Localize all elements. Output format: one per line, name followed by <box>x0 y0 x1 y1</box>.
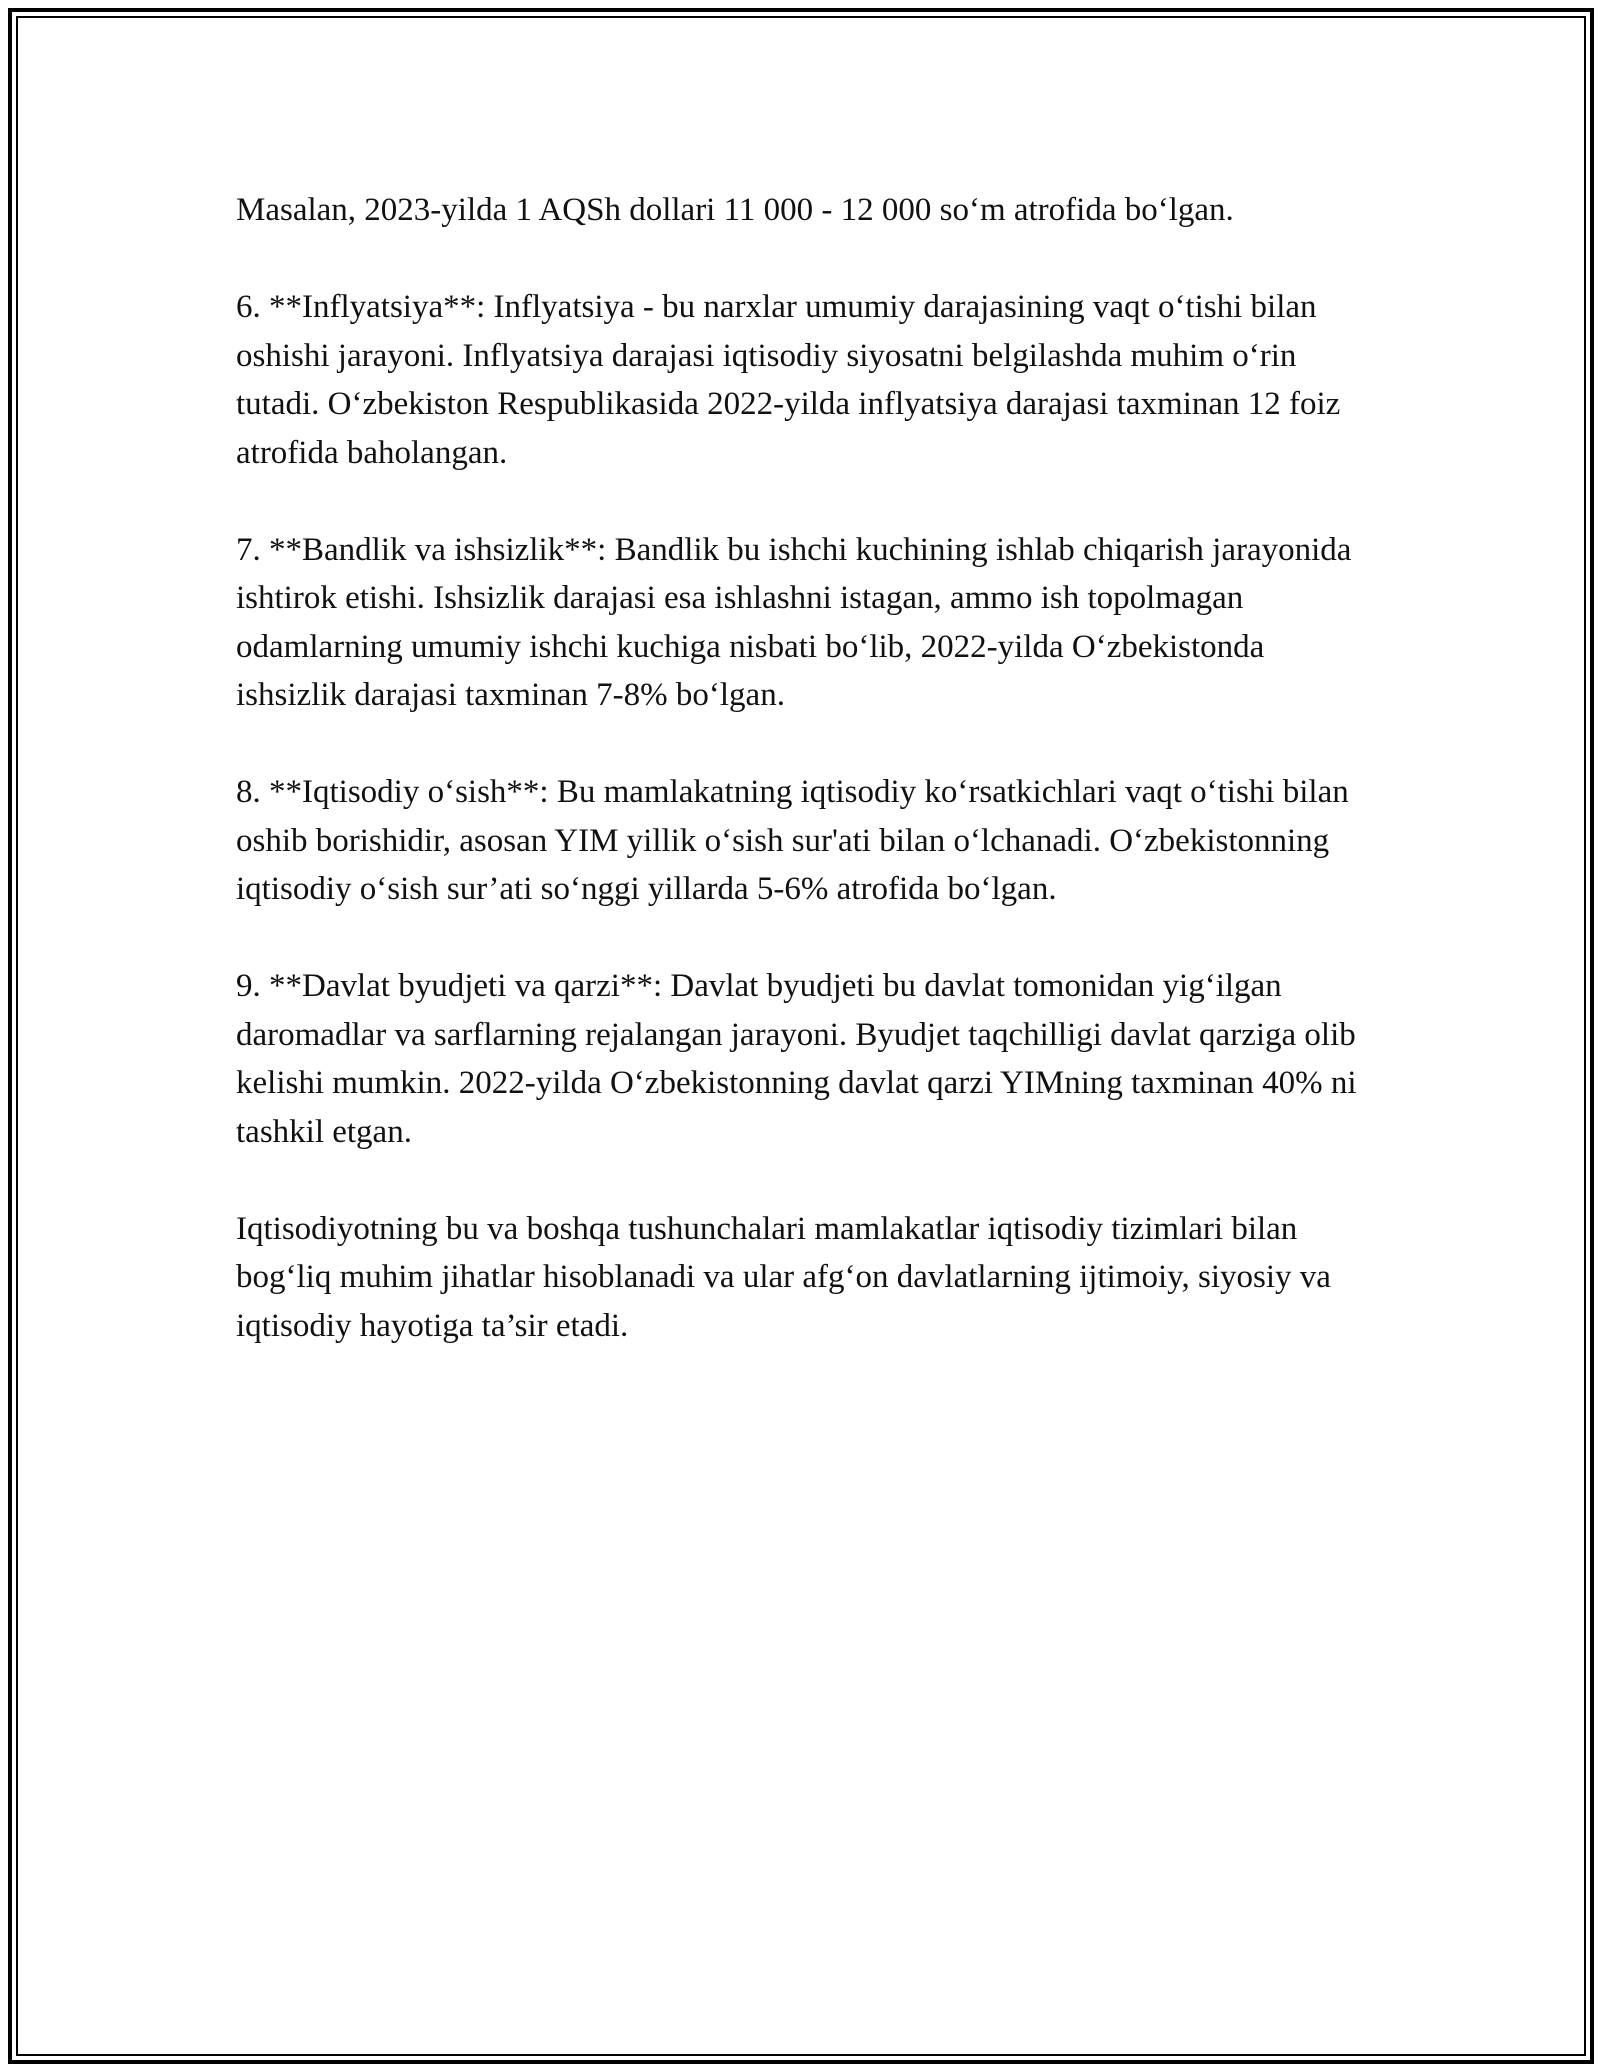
document-body <box>236 186 1366 1350</box>
paragraph-economic-growth: 8. **Iqtisodiy o‘sish**: Bu mamlakatning iqtisodiy ko‘rsatkichlari vaqt o‘tishi bilan oshib borishidir, asosan YIM yillik o‘sish sur'ati bilan o‘lchanadi. O‘zbekistonning iqtisodiy o‘sish sur’ati so‘nggi yillarda 5-6% atrofida bo‘lgan. <box>236 774 1349 907</box>
paragraph-state-budget-debt: 9. **Davlat byudjeti va qarzi**: Davlat byudjeti bu davlat tomonidan yig‘ilgan daromadlar va sarflarning rejalangan jarayoni. Byudjet taqchilligi davlat qarziga olib kelishi mumkin. 2022-yilda O‘zbekistonning davlat qarzi YIMning taxminan 40% ni tashkil etgan. <box>236 968 1357 1150</box>
paragraph-exchange-rate-example: Masalan, 2023-yilda 1 AQSh dollari 11 000 - 12 000 so‘m atrofida bo‘lgan. <box>236 192 1234 228</box>
paragraph-employment-unemployment: 7. **Bandlik va ishsizlik**: Bandlik bu ishchi kuchining ishlab chiqarish jarayonida ishtirok etishi. Ishsizlik darajasi esa ishlashni istagan, ammo ish topolmagan odamlarning umumiy ishchi kuchiga nisbati bo‘lib, 2022-yilda O‘zbekistonda ishsizlik darajasi taxminan 7-8% bo‘lgan. <box>236 531 1352 713</box>
paragraph-inflation: 6. **Inflyatsiya**: Inflyatsiya - bu narxlar umumiy darajasining vaqt o‘tishi bilan oshishi jarayoni. Inflyatsiya darajasi iqtisodiy siyosatni belgilashda muhim o‘rin tutadi. O‘zbekiston Respublikasida 2022-yilda inflyatsiya darajasi taxminan 12 foiz atrofida baholangan. <box>236 289 1341 471</box>
paragraph-conclusion: Iqtisodiyotning bu va boshqa tushunchalari mamlakatlar iqtisodiy tizimlari bilan bog‘liq muhim jihatlar hisoblanadi va ular afg‘on davlatlarning ijtimoiy, siyosiy va iqtisodiy hayotiga ta’sir etadi. <box>236 1210 1331 1344</box>
